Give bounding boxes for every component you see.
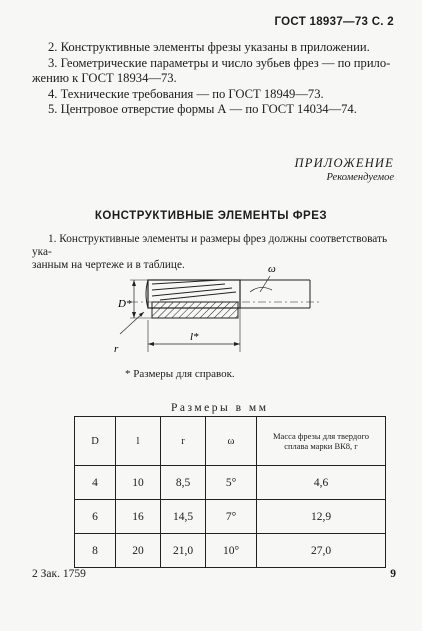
cutter-flutes [146,280,240,318]
item-2: 2. Конструктивные элементы фрезы указаны в приложении. [48,40,370,54]
cell-d: 4 [75,466,116,500]
label-omega: ω [268,263,276,275]
label-d: D* [118,298,132,310]
item-3-line2: жению к ГОСТ 18934—73. [32,71,177,85]
item-5: 5. Центровое отверстие формы А — по ГОСТ 14034—74. [48,102,357,116]
appendix-title: ПРИЛОЖЕНИЕ [294,156,394,170]
table-header-row [75,417,386,466]
label-l: l* [190,331,199,343]
footnote: * Размеры для справок. [125,368,235,380]
paragraph-line-1: 1. Конструктивные элементы и размеры фрез должны соответствовать ука- [32,233,388,258]
header-mass: Масса фрезы для твердого сплава марки ВК8, г [257,417,386,466]
page-header: ГОСТ 18937—73 С. 2 [274,16,394,28]
appendix-subtitle: Рекомендуемое [326,172,394,183]
dimensions-table [74,416,386,568]
section-title: КОНСТРУКТИВНЫЕ ЭЛЕМЕНТЫ ФРЕЗ [94,210,328,222]
header-omega: ω [206,417,257,466]
cell-mass: 4,6 [257,466,386,500]
cell-omega: 5° [206,466,257,500]
header-d: D [75,417,116,466]
dimension-omega [250,276,272,292]
cell-l: 20 [116,534,161,568]
dimension-r [120,312,144,334]
standard-items [32,40,402,118]
table-row [75,466,386,500]
table-row [75,534,386,568]
footer-order-number: 2 Зак. 1759 [32,568,86,580]
cell-mass: 27,0 [257,534,386,568]
paragraph-line-2: занным на чертеже и в таблице. [32,259,185,271]
table-caption: Размеры в мм [171,402,269,414]
header-l: l [116,417,161,466]
cell-l: 10 [116,466,161,500]
cell-r: 8,5 [161,466,206,500]
page-number: 9 [390,568,396,580]
cell-d: 8 [75,534,116,568]
item-3-line1: 3. Геометрические параметры и число зубьев фрез — по прило- [48,55,391,70]
cutter-drawing [100,262,330,362]
cell-l: 16 [116,500,161,534]
cutter-shank [240,280,310,308]
cell-omega: 7° [206,500,257,534]
item-4: 4. Технические требования — по ГОСТ 18949—73. [48,86,324,101]
cell-d: 6 [75,500,116,534]
label-r: r [114,343,119,355]
cell-omega: 10° [206,534,257,568]
dimension-d [130,280,152,318]
header-r: r [161,417,206,466]
cell-mass: 12,9 [257,500,386,534]
cell-r: 21,0 [161,534,206,568]
cell-r: 14,5 [161,500,206,534]
table-row [75,500,386,534]
